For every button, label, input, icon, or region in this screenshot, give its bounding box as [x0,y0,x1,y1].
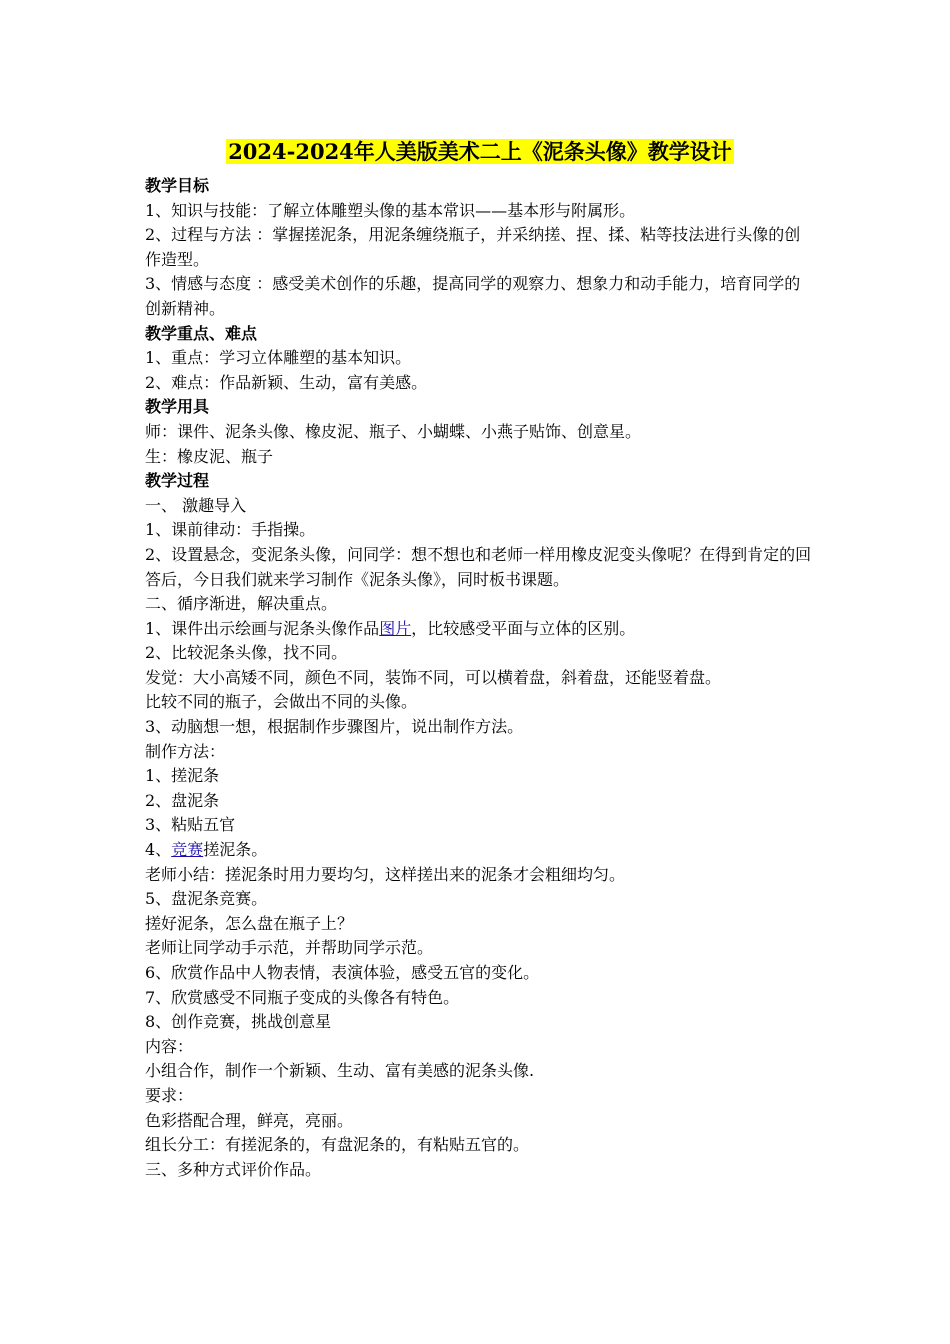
paragraph-with-link [145,838,815,863]
paragraph: 老师让同学动手示范，并帮助同学示范。 [145,938,434,958]
document-title [145,138,815,166]
text-before-link: 1、课件出示绘画与泥条头像作品 [145,618,380,638]
paragraph: 小组合作，制作一个新颖、生动、富有美感的泥条头像. [145,1061,535,1081]
paragraph: 内容： [145,1036,194,1056]
pictures-link[interactable]: 图片 [379,618,412,638]
paragraph: 5、盘泥条竞赛。 [145,889,268,909]
paragraph: 2、设置悬念，变泥条头像，问同学：想不想也和老师一样用橡皮泥变头像呢？在得到肯定的回答后，今日我们就来学习制作《泥条头像》，同时板书课题。 [145,544,812,589]
paragraph: 三、多种方式评价作品。 [145,1159,322,1179]
paragraph: 二、循序渐进，解决重点。 [145,594,338,614]
heading-teaching-process: 教学过程 [145,471,210,491]
paragraph: 6、欣赏作品中人物表情，表演体验，感受五官的变化。 [145,963,540,982]
paragraph: 2、盘泥条 [145,790,220,810]
paragraph: 1、知识与技能：了解立体雕塑头像的基本常识——基本形与附属形。 [145,200,636,220]
paragraph: 3、粘贴五官 [145,815,236,835]
paragraph: 师：课件、泥条头像、橡皮泥、瓶子、小蝴蝶、小燕子贴饰、创意星。 [145,421,642,441]
paragraph: 2、难点：作品新颖、生动，富有美感。 [145,372,428,392]
text-before-link: 4、 [145,840,172,860]
paragraph: 3、动脑想一想，根据制作步骤图片，说出制作方法。 [145,717,524,737]
paragraph: 搓好泥条，怎么盘在瓶子上？ [145,913,354,933]
paragraph: 生：橡皮泥、瓶子 [145,446,274,466]
title-highlight: 2024-2024年人美版美术二上《泥条头像》教学设计 [228,139,732,164]
heading-teaching-goals: 教学目标 [145,176,210,195]
paragraph: 2、比较泥条头像，找不同。 [145,643,348,663]
paragraph: 发觉：大小高矮不同，颜色不同，装饰不同，可以横着盘，斜着盘，还能竖着盘。 [145,667,722,687]
text-after-link: ，比较感受平面与立体的区别。 [411,618,636,638]
text-after-link: 搓泥条。 [203,840,268,860]
paragraph: 一、 激趣导入 [145,495,247,515]
paragraph: 老师小结：搓泥条时用力要均匀，这样搓出来的泥条才会粗细均匀。 [145,864,626,884]
paragraph-with-link [145,617,815,642]
paragraph: 3、情感与态度 ：感受美术创作的乐趣，提高同学的观察力、想象力和动手能力，培育同学的创新精神。 [145,274,801,318]
competition-link[interactable]: 竞赛 [171,840,204,860]
heading-key-points: 教学重点、难点 [145,323,258,343]
paragraph: 组长分工：有搓泥条的，有盘泥条的，有粘贴五官的。 [145,1135,530,1155]
paragraph: 7、欣赏感受不同瓶子变成的头像各有特色。 [145,987,460,1007]
paragraph: 1、搓泥条 [145,766,220,786]
paragraph: 8、创作竞赛，挑战创意星 [145,1012,332,1032]
paragraph: 2、过程与方法 ：掌握搓泥条，用泥条缠绕瓶子，并采纳搓、捏、揉、粘等技法进行头像的创作造型。 [145,225,801,269]
paragraph: 要求： [145,1085,194,1105]
paragraph: 比较不同的瓶子，会做出不同的头像。 [145,692,418,712]
heading-teaching-tools: 教学用具 [145,397,210,417]
document-page [145,138,815,1182]
paragraph: 色彩搭配合理，鲜亮，亮丽。 [145,1110,354,1130]
paragraph: 1、课前律动：手指操。 [145,520,316,540]
paragraph: 制作方法： [145,741,226,761]
paragraph: 1、重点：学习立体雕塑的基本知识。 [145,348,412,368]
